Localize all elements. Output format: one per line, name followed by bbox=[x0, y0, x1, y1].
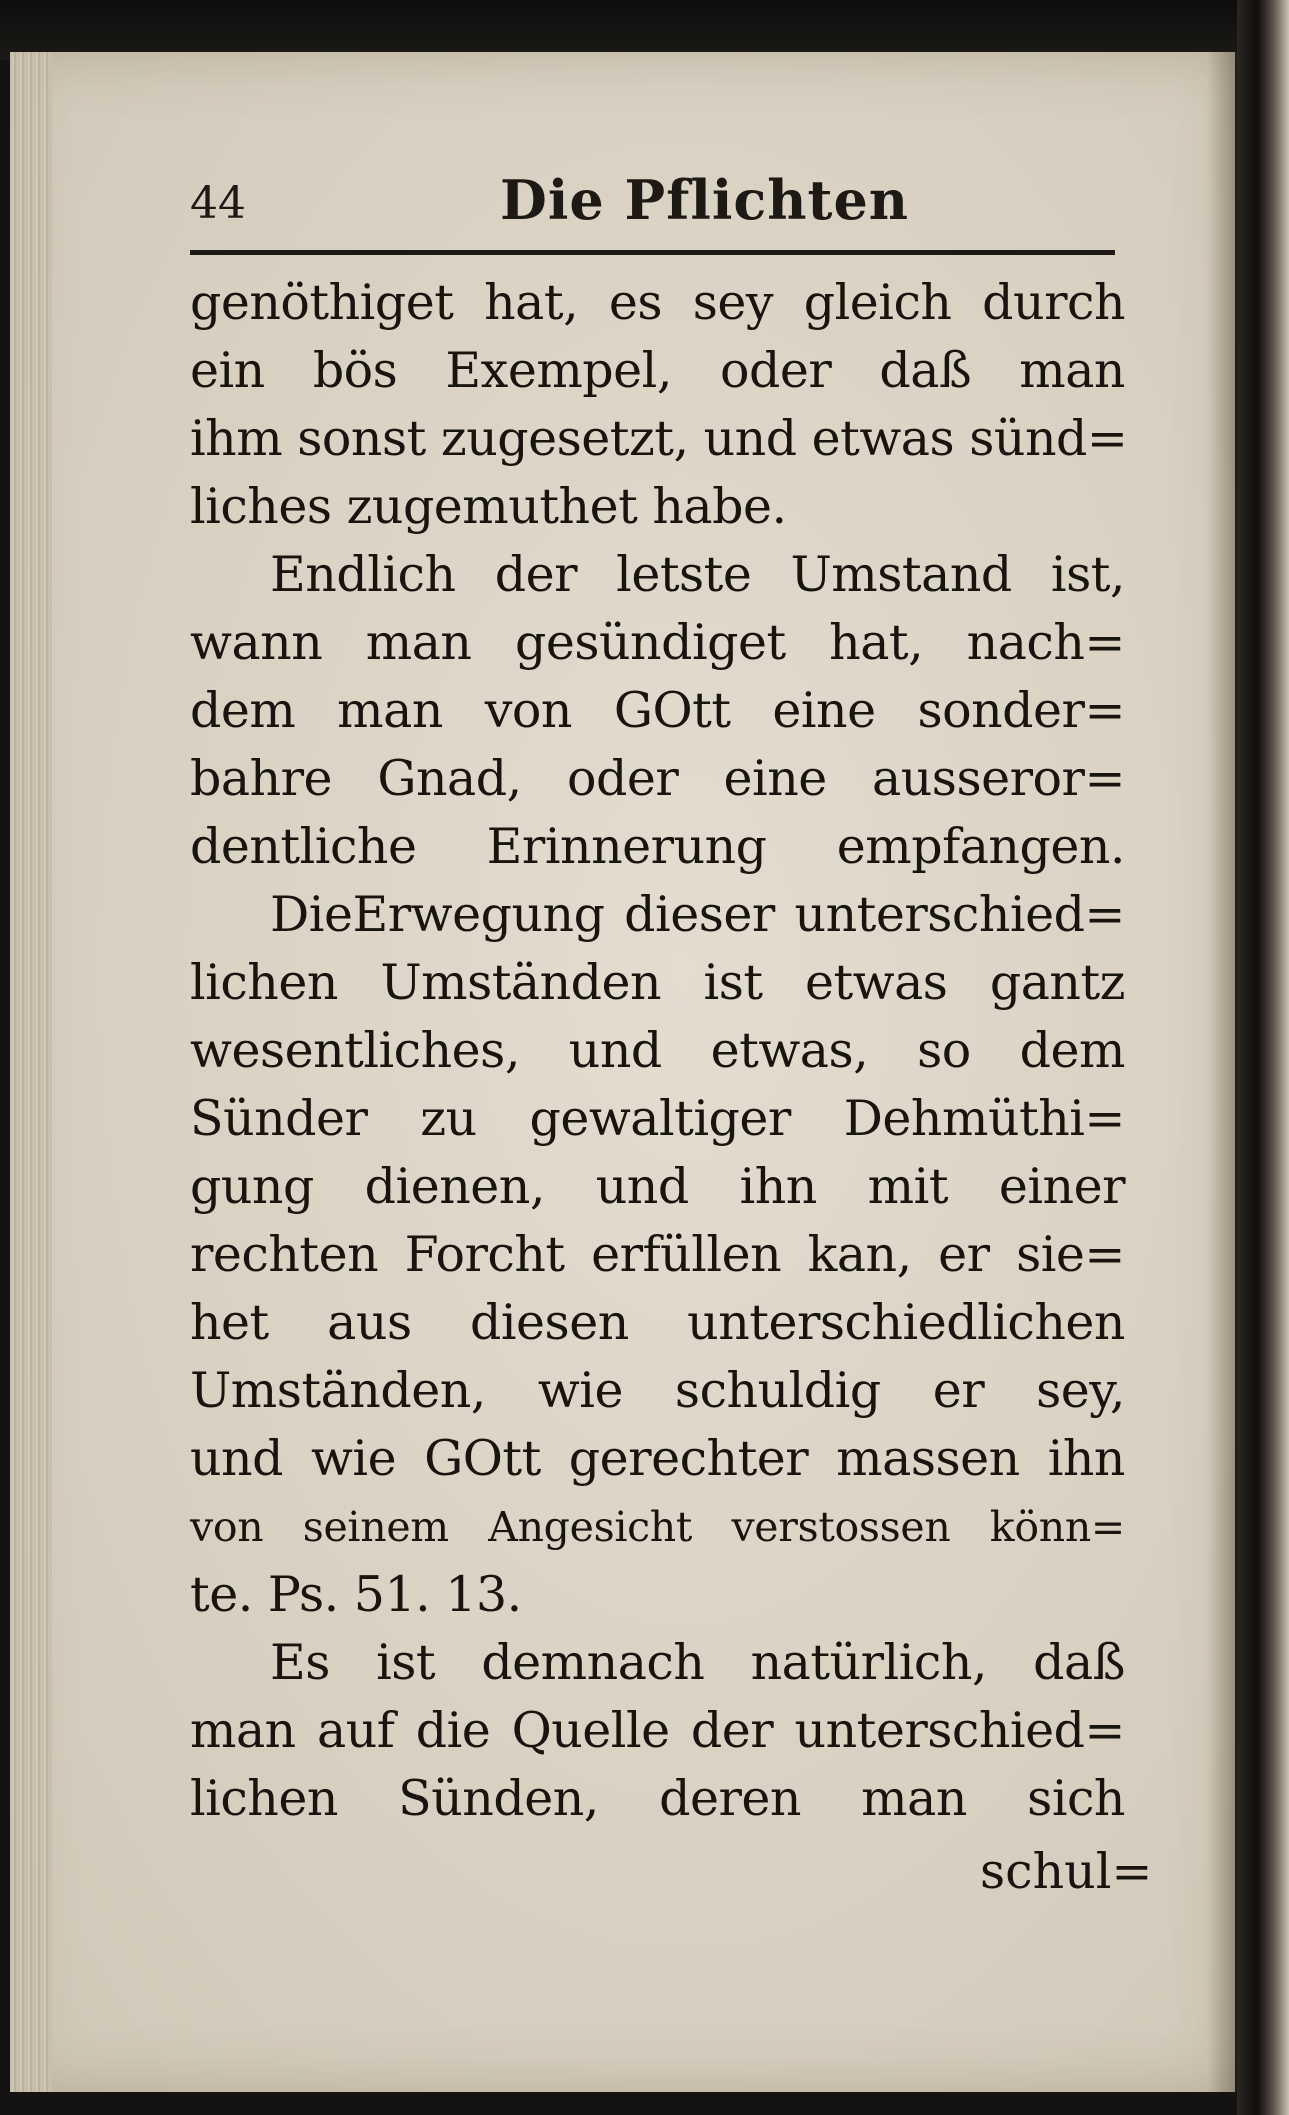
page-header bbox=[190, 168, 1115, 238]
text-line: Endlich der letste Umstand ist, bbox=[270, 546, 1125, 603]
text-line: man auf die Quelle der unterschied= bbox=[190, 1702, 1125, 1759]
page-gutter-shadow bbox=[1207, 52, 1237, 2092]
text-line: genöthiget hat, es sey gleich durch bbox=[190, 274, 1125, 331]
text-line: liches zugemuthet habe. bbox=[190, 478, 787, 535]
text-line: Umständen, wie schuldig er sey, bbox=[190, 1362, 1125, 1419]
page-number: 44 bbox=[190, 178, 246, 229]
header-rule bbox=[190, 250, 1115, 255]
facing-page-edge bbox=[1237, 0, 1289, 2115]
text-line: dentliche Erinnerung empfangen. bbox=[190, 818, 1125, 875]
text-line: ein bös Exempel, oder daß man bbox=[190, 342, 1125, 399]
text-line: lichen Umständen ist etwas gantz bbox=[190, 954, 1125, 1011]
running-title: Die Pflichten bbox=[500, 168, 910, 232]
text-line: bahre Gnad, oder eine ausseror= bbox=[190, 750, 1125, 807]
text-line: gung dienen, und ihn mit einer bbox=[190, 1158, 1125, 1215]
text-line: und wie GOtt gerechter massen ihn bbox=[190, 1430, 1125, 1487]
text-line: lichen Sünden, deren man sich bbox=[190, 1770, 1125, 1827]
text-line: Sünder zu gewaltiger Dehmüthi= bbox=[190, 1090, 1125, 1147]
text-line: von seinem Angesicht verstossen könn= bbox=[190, 1503, 1125, 1551]
page-stack-edge bbox=[10, 52, 52, 2092]
text-line: rechten Forcht erfüllen kan, er sie= bbox=[190, 1226, 1125, 1283]
text-line: wesentliches, und etwas, so dem bbox=[190, 1022, 1125, 1079]
text-line: dem man von GOtt eine sonder= bbox=[190, 682, 1125, 739]
text-line: te. Ps. 51. 13. bbox=[190, 1566, 522, 1623]
catchword: schul= bbox=[980, 1843, 1153, 1900]
text-line: wann man gesündiget hat, nach= bbox=[190, 614, 1125, 671]
text-line: DieErwegung dieser unterschied= bbox=[270, 886, 1125, 943]
text-line: het aus diesen unterschiedlichen bbox=[190, 1294, 1125, 1351]
text-line: ihm sonst zugesetzt, und etwas sünd= bbox=[190, 410, 1128, 467]
text-line: Es ist demnach natürlich, daß bbox=[270, 1634, 1125, 1691]
book-cover-edge bbox=[0, 0, 1289, 60]
